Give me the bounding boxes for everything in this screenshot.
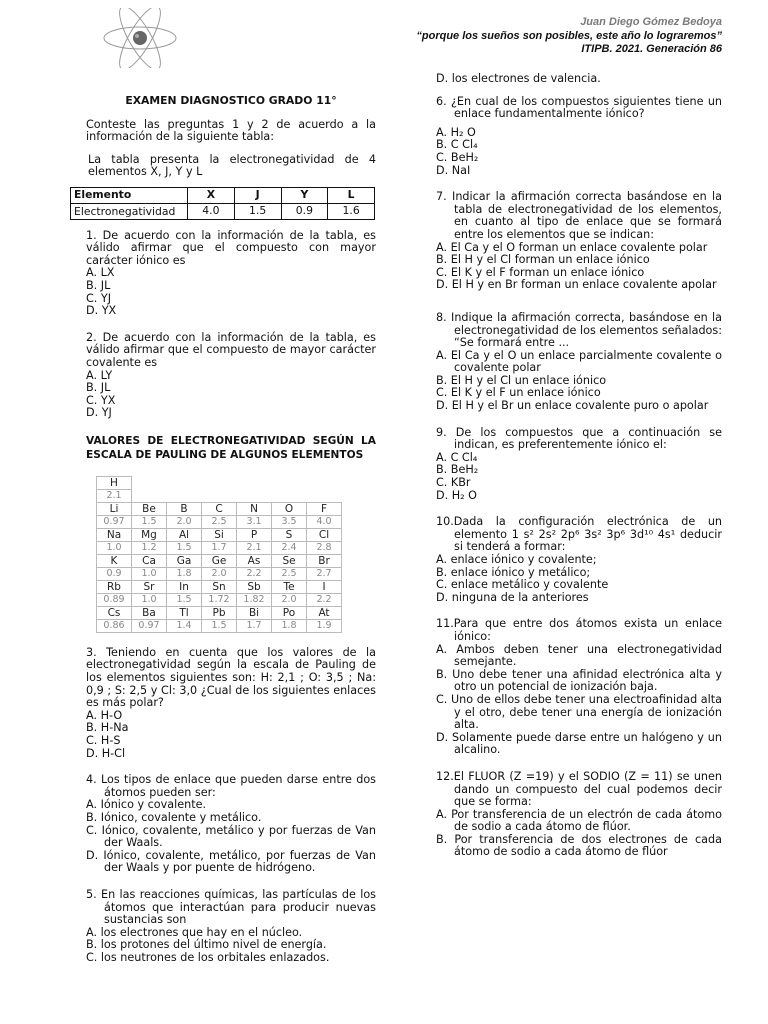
- element-symbol: Ba: [132, 606, 167, 619]
- element-value: 2.0: [272, 593, 307, 606]
- option: C. BeH₂: [436, 150, 479, 164]
- element-symbol: Mg: [132, 528, 167, 541]
- element-value: 2.1: [97, 489, 132, 502]
- option: C. YJ: [86, 291, 112, 305]
- author-name: Juan Diego Gómez Bedoya: [580, 16, 722, 28]
- element-value: 2.8: [307, 541, 342, 554]
- question-5: [86, 889, 376, 965]
- row-label: Electronegatividad: [71, 203, 188, 219]
- option: C. Iónico, covalente, metálico y por fuerzas de Van der Waals.: [86, 823, 376, 850]
- question-text: 7. Indicar la afirmación correcta basándose en la tabla de electronegatividad de los elementos, en cuanto al tipo de enlace que se formará entre los elementos que se indican:: [436, 190, 722, 241]
- option: C. Uno de ellos debe tener una electroafinidad alta y el otro, debe tener una energía de ionización alta.: [436, 692, 722, 732]
- element-value: 1.0: [132, 567, 167, 580]
- element-symbol: K: [97, 554, 132, 567]
- option: D. Iónico, covalente, metálico, por fuerzas de Van der Waals y por puente de hidrógeno.: [86, 848, 376, 875]
- question-text: 10.Dada la configuración electrónica de un elemento 1 s² 2s² 2p⁶ 3s² 3p⁶ 3d¹⁰ 4s¹ deducir si tenderá a formar:: [436, 515, 722, 554]
- option: D. El H y en Br forman un enlace covalente apolar: [436, 278, 717, 292]
- table-cell: 4.0: [188, 203, 235, 219]
- element-value: 1.0: [132, 593, 167, 606]
- table-cell: 1.6: [328, 203, 375, 219]
- option: C. enlace metálico y covalente: [436, 578, 609, 592]
- element-symbol: H: [97, 476, 132, 489]
- element-symbol: Se: [272, 554, 307, 567]
- element-value: 2.2: [307, 593, 342, 606]
- empty-cell: [272, 489, 307, 502]
- element-symbol: S: [272, 528, 307, 541]
- element-value: 2.5: [272, 567, 307, 580]
- element-value: 1.5: [167, 593, 202, 606]
- element-symbol: F: [307, 502, 342, 515]
- element-value: 2.5: [202, 515, 237, 528]
- option: D. H-Cl: [86, 746, 126, 760]
- element-symbol: Ge: [202, 554, 237, 567]
- table-cell: 1.5: [234, 203, 281, 219]
- element-symbol: N: [237, 502, 272, 515]
- empty-cell: [272, 476, 307, 489]
- option: A. LY: [86, 368, 113, 382]
- element-symbol: Cl: [307, 528, 342, 541]
- question-9: [436, 427, 722, 503]
- element-value: 3.5: [272, 515, 307, 528]
- element-symbol: Ca: [132, 554, 167, 567]
- element-symbol: C: [202, 502, 237, 515]
- option: D. H₂ O: [436, 488, 477, 502]
- option: B. enlace iónico y metálico;: [436, 565, 591, 579]
- page-header: [416, 16, 722, 57]
- question-text: 5. En las reacciones químicas, las partículas de los átomos que interactúan para producir nuevas sustancias son: [86, 887, 376, 927]
- question-text: 11.Para que entre dos átomos exista un enlace iónico:: [436, 617, 722, 643]
- element-symbol: B: [167, 502, 202, 515]
- table-intro: La tabla presenta la electronegatividad de 4 elementos X, J, Y y L: [88, 152, 376, 179]
- option: D. ninguna de la anteriores: [436, 590, 589, 604]
- element-symbol: Si: [202, 528, 237, 541]
- element-symbol: In: [167, 580, 202, 593]
- element-value: 2.1: [237, 541, 272, 554]
- table-header: J: [234, 187, 281, 203]
- element-value: 1.82: [237, 593, 272, 606]
- empty-cell: [202, 476, 237, 489]
- element-symbol: Pb: [202, 606, 237, 619]
- element-value: 2.0: [202, 567, 237, 580]
- option: C. YX: [86, 393, 116, 407]
- element-value: 1.7: [202, 541, 237, 554]
- option: D. NaI: [436, 163, 471, 177]
- question-4: [86, 774, 376, 875]
- question-text: 4. Los tipos de enlace que pueden darse entre dos átomos pueden ser:: [86, 773, 376, 799]
- element-symbol: Sb: [237, 580, 272, 593]
- question-text: 2. De acuerdo con la información de la tabla, es válido afirmar que el compuesto de mayor carácter covalente es: [86, 330, 376, 369]
- right-column: [436, 73, 722, 859]
- option: A. El Ca y el O un enlace parcialmente covalente o covalente polar: [436, 348, 722, 375]
- element-value: 1.8: [167, 567, 202, 580]
- element-value: 2.4: [272, 541, 307, 554]
- exam-title: EXAMEN DIAGNOSTICO GRADO 11°: [125, 94, 337, 107]
- element-value: 1.2: [132, 541, 167, 554]
- element-symbol: P: [237, 528, 272, 541]
- element-symbol: Sr: [132, 580, 167, 593]
- option: D. Solamente puede darse entre un halógeno y un alcalino.: [436, 730, 722, 757]
- element-value: 2.2: [237, 567, 272, 580]
- empty-cell: [237, 476, 272, 489]
- empty-cell: [202, 489, 237, 502]
- option: B. Por transferencia de dos electrones de cada átomo de sodio a cada átomo de flúor: [436, 832, 722, 859]
- option: A. El Ca y el O forman un enlace covalente polar: [436, 240, 708, 254]
- option: B. El H y el Cl forman un enlace iónico: [436, 253, 650, 267]
- option: B. H-Na: [86, 721, 129, 735]
- element-symbol: Cs: [97, 606, 132, 619]
- option: C. KBr: [436, 476, 471, 490]
- question-6: [436, 96, 722, 178]
- element-value: 1.5: [132, 515, 167, 528]
- option: B. JL: [86, 381, 111, 395]
- empty-cell: [307, 489, 342, 502]
- question-1: [86, 230, 376, 318]
- element-symbol: Rb: [97, 580, 132, 593]
- element-symbol: Li: [97, 502, 132, 515]
- element-symbol: Te: [272, 580, 307, 593]
- element-symbol: As: [237, 554, 272, 567]
- option: A. los electrones que hay en el núcleo.: [86, 925, 303, 939]
- element-symbol: At: [307, 606, 342, 619]
- element-value: 1.5: [202, 619, 237, 632]
- element-value: 1.0: [97, 541, 132, 554]
- option: B. El H y el Cl un enlace iónico: [436, 373, 607, 387]
- option: A. H₂ O: [436, 125, 476, 139]
- empty-cell: [167, 489, 202, 502]
- table-cell: 0.9: [281, 203, 328, 219]
- table-header: Y: [281, 187, 328, 203]
- option: A. Ambos deben tener una electronegatividad semejante.: [436, 642, 722, 669]
- question-text: 8. Indique la afirmación correcta, basándose en la electronegatividad de los elementos señalados: “Se formará entre ...: [436, 310, 722, 350]
- question-8: [436, 312, 722, 413]
- element-symbol: Al: [167, 528, 202, 541]
- option: A. LX: [86, 266, 115, 280]
- element-value: 0.9: [97, 567, 132, 580]
- question-12: [436, 771, 722, 859]
- element-value: 2.0: [167, 515, 202, 528]
- option: A. enlace iónico y covalente;: [436, 553, 597, 566]
- element-value: 1.5: [167, 541, 202, 554]
- element-symbol: O: [272, 502, 307, 515]
- option: D. YJ: [86, 406, 112, 420]
- option: A. H-O: [86, 708, 123, 722]
- option: D. El H y el Br un enlace covalente puro o apolar: [436, 399, 709, 413]
- school-line: ITIPB. 2021. Generación 86: [581, 43, 722, 55]
- table-header: X: [188, 187, 235, 203]
- element-symbol: I: [307, 580, 342, 593]
- option: B. C Cl₄: [436, 138, 478, 152]
- atom-logo: [100, 8, 180, 68]
- option: B. JL: [86, 278, 111, 292]
- option: D. YX: [86, 304, 117, 318]
- question-text: 6. ¿En cual de los compuestos siguientes tiene un enlace fundamentalmente iónico?: [436, 94, 722, 121]
- question-2: [86, 332, 376, 420]
- element-value: 3.1: [237, 515, 272, 528]
- pauling-table: [96, 476, 342, 633]
- option: D. los electrones de valencia.: [436, 72, 601, 85]
- option: B. Uno debe tener una afinidad electrónica alta y otro un potencial de ionización baja.: [436, 667, 722, 694]
- option: B. BeH₂: [436, 463, 479, 477]
- element-symbol: Na: [97, 528, 132, 541]
- option: A. C Cl₄: [436, 450, 478, 464]
- option: C. los neutrones de los orbitales enlazados.: [86, 950, 330, 964]
- question-text: 9. De los compuestos que a continuación se indican, es preferentemente iónico el:: [436, 425, 722, 452]
- element-symbol: Tl: [167, 606, 202, 619]
- option: B. los protones del último nivel de energía.: [86, 938, 327, 952]
- option: A. Por transferencia de un electrón de cada átomo de sodio a cada átomo de flúor.: [436, 807, 722, 834]
- element-value: 0.89: [97, 593, 132, 606]
- option: C. El K y el F un enlace iónico: [436, 386, 601, 400]
- option: B. Iónico, covalente y metálico.: [86, 811, 262, 824]
- element-symbol: Be: [132, 502, 167, 515]
- option: A. Iónico y covalente.: [86, 798, 207, 812]
- element-symbol: Br: [307, 554, 342, 567]
- empty-cell: [132, 476, 167, 489]
- question-text: 3. Teniendo en cuenta que los valores de la electronegatividad según la escala de Pauling de los elementos siguientes son: H: 2,1 ; O: 3,5 ; Na: 0,9 ; S: 2,5 y Cl: 3,0 ¿Cual de los siguientes enlaces es más polar?: [86, 645, 376, 710]
- option: C. H-S: [86, 734, 121, 748]
- element-value: 1.4: [167, 619, 202, 632]
- question-11: [436, 618, 722, 757]
- element-value: 0.86: [97, 619, 132, 632]
- table-header: L: [328, 187, 375, 203]
- left-column: [74, 94, 376, 965]
- element-symbol: Sn: [202, 580, 237, 593]
- question-3: [86, 647, 376, 760]
- question-text: 1. De acuerdo con la información de la tabla, es válido afirmar que el compuesto con mayor carácter iónico es: [86, 228, 376, 267]
- empty-cell: [307, 476, 342, 489]
- option: C. El K y el F forman un enlace iónico: [436, 265, 645, 279]
- element-value: 1.7: [237, 619, 272, 632]
- instructions: Conteste las preguntas 1 y 2 de acuerdo a la información de la siguiente tabla:: [86, 117, 376, 144]
- element-symbol: Bi: [237, 606, 272, 619]
- table-header: Elemento: [71, 187, 188, 203]
- empty-cell: [237, 489, 272, 502]
- question-10: [436, 516, 722, 604]
- element-symbol: Ga: [167, 554, 202, 567]
- electronegativity-table: [70, 187, 375, 220]
- element-value: 1.72: [202, 593, 237, 606]
- element-symbol: Po: [272, 606, 307, 619]
- question-text: 12.El FLUOR (Z =19) y el SODIO (Z = 11) se unen dando un compuesto del cual podemos decir que se forma:: [436, 769, 722, 809]
- element-value: 1.8: [272, 619, 307, 632]
- empty-cell: [167, 476, 202, 489]
- element-value: 4.0: [307, 515, 342, 528]
- empty-cell: [132, 489, 167, 502]
- element-value: 1.9: [307, 619, 342, 632]
- element-value: 0.97: [97, 515, 132, 528]
- motto: “porque los sueños son posibles, este año lo lograremos”: [416, 29, 722, 42]
- element-value: 2.7: [307, 567, 342, 580]
- element-value: 0.97: [132, 619, 167, 632]
- pauling-heading: VALORES DE ELECTRONEGATIVIDAD SEGÚN LA ESCALA DE PAULING DE ALGUNOS ELEMENTOS: [86, 434, 376, 461]
- question-7: [436, 191, 722, 292]
